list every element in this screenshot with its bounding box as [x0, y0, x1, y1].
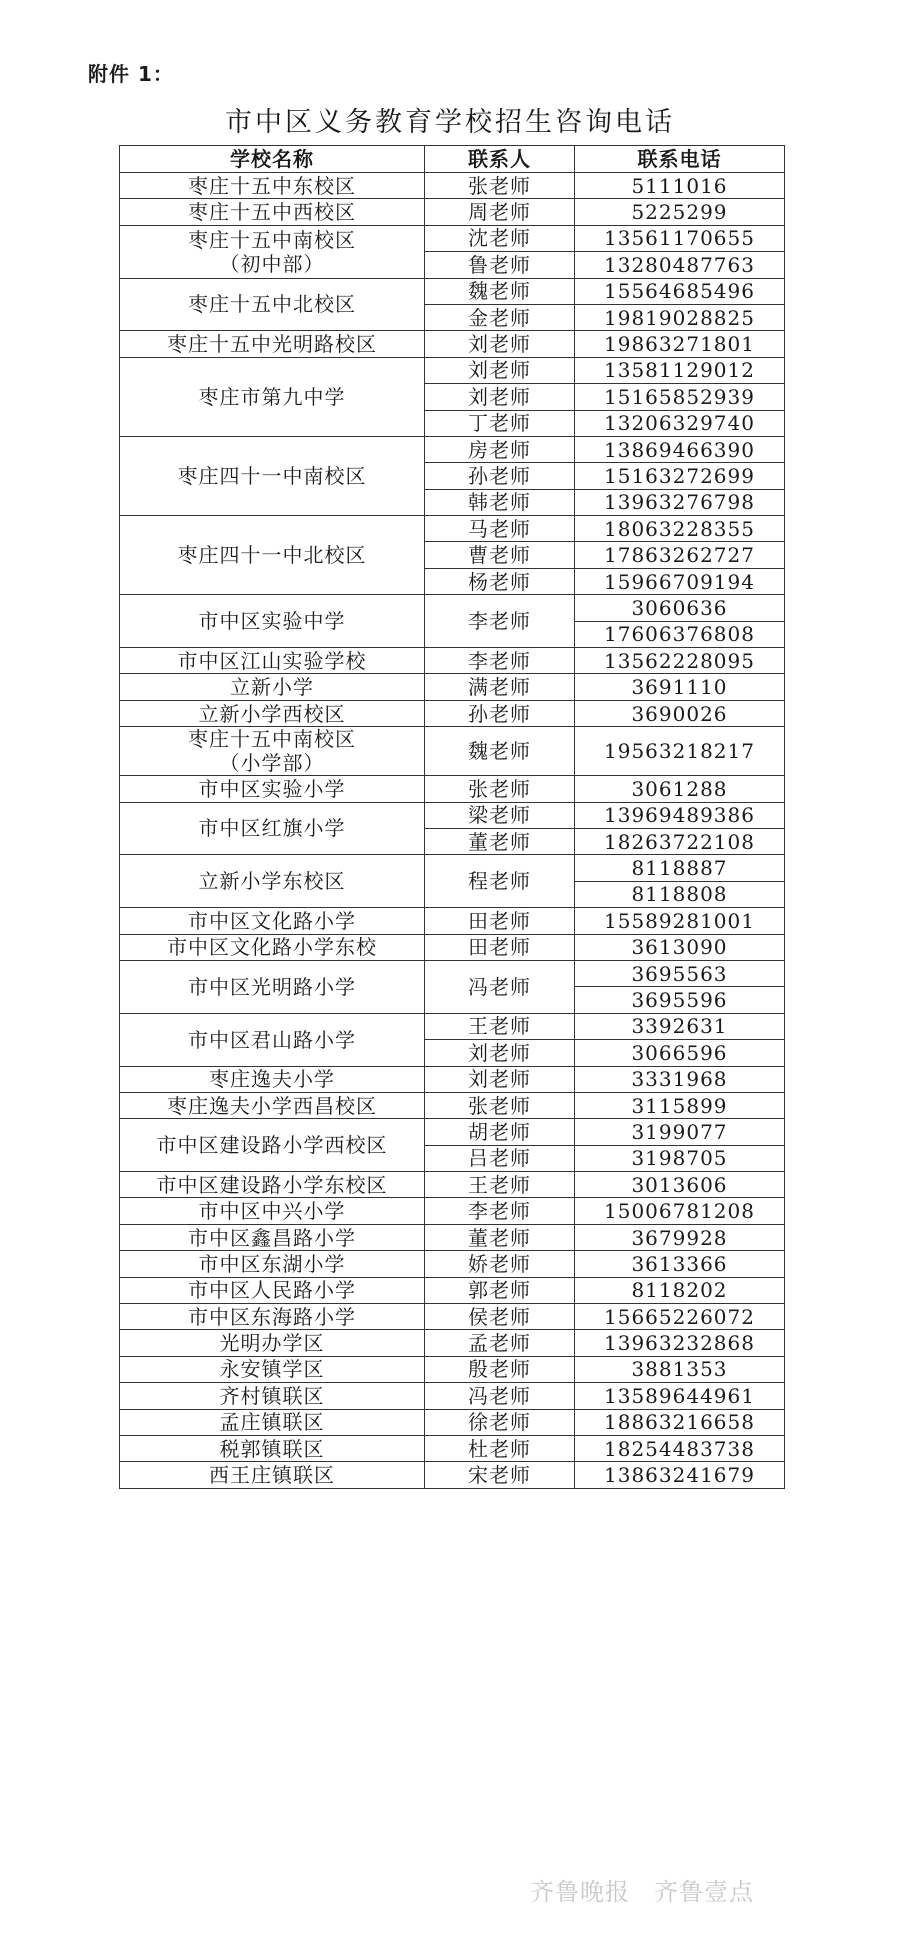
school-name: 枣庄十五中西校区	[188, 200, 356, 225]
school-name: 枣庄十五中南校区	[188, 727, 356, 752]
phone-cell: 5111016	[575, 173, 785, 199]
phone-cell: 17863262727	[575, 542, 785, 568]
phone-cell: 5225299	[575, 199, 785, 225]
table-row	[120, 199, 785, 225]
table-header-row	[120, 146, 785, 173]
table-row	[120, 1409, 785, 1435]
table-row	[120, 776, 785, 802]
contact-person-cell: 董老师	[425, 1224, 575, 1250]
phone-cell: 15006781208	[575, 1198, 785, 1224]
contact-person-cell: 张老师	[425, 173, 575, 199]
phone-cell: 3695596	[575, 987, 785, 1013]
table-row	[120, 1304, 785, 1330]
phone-cell: 13589644961	[575, 1383, 785, 1409]
school-name: 枣庄市第九中学	[198, 384, 346, 409]
phone-cell: 18063228355	[575, 516, 785, 542]
phone-cell: 13863241679	[575, 1462, 785, 1488]
contact-person-cell: 田老师	[425, 908, 575, 934]
contact-person-cell: 殷老师	[425, 1356, 575, 1382]
contact-person-cell: 娇老师	[425, 1251, 575, 1277]
school-name: 市中区鑫昌路小学	[188, 1225, 356, 1250]
phone-cell: 13581129012	[575, 357, 785, 383]
school-name-cell	[120, 674, 425, 700]
phone-cell: 13963276798	[575, 489, 785, 515]
phone-cell: 3613366	[575, 1251, 785, 1277]
contact-person-cell: 沈老师	[425, 225, 575, 251]
table-row	[120, 516, 785, 542]
contact-person-cell: 田老师	[425, 934, 575, 960]
contact-person-cell: 杜老师	[425, 1435, 575, 1461]
table-row	[120, 802, 785, 828]
school-name-cell	[120, 199, 425, 225]
phone-cell: 13280487763	[575, 252, 785, 278]
contact-person-cell: 冯老师	[425, 1383, 575, 1409]
table-row	[120, 225, 785, 251]
contact-person-cell: 吕老师	[425, 1145, 575, 1171]
phone-cell: 19563218217	[575, 727, 785, 776]
table-row	[120, 908, 785, 934]
contact-person-cell: 刘老师	[425, 357, 575, 383]
school-name-cell	[120, 1092, 425, 1118]
phone-cell: 18254483738	[575, 1435, 785, 1461]
table-row	[120, 1356, 785, 1382]
school-name: 税郭镇联区	[219, 1436, 325, 1461]
school-name: 立新小学	[230, 675, 314, 700]
phone-cell: 15665226072	[575, 1304, 785, 1330]
watermark	[530, 1872, 754, 1907]
school-name-cell	[120, 1224, 425, 1250]
school-name: 光明办学区	[219, 1331, 325, 1356]
phone-cell: 3115899	[575, 1092, 785, 1118]
phone-cell: 3061288	[575, 776, 785, 802]
phone-cell: 3695563	[575, 960, 785, 986]
school-name: 永安镇学区	[219, 1357, 325, 1382]
school-name-cell	[120, 727, 425, 776]
school-name-cell	[120, 1119, 425, 1172]
contact-person-cell: 周老师	[425, 199, 575, 225]
school-name: 枣庄十五中南校区	[188, 227, 356, 252]
table-row	[120, 1172, 785, 1198]
contact-person-cell: 李老师	[425, 1198, 575, 1224]
column-header-phone: 联系电话	[575, 146, 785, 173]
school-name-cell	[120, 1277, 425, 1303]
table-row	[120, 1435, 785, 1461]
school-name-cell	[120, 1435, 425, 1461]
school-name: 市中区建设路小学东校区	[156, 1172, 388, 1197]
phone-cell: 13869466390	[575, 436, 785, 462]
phone-cell: 18263722108	[575, 828, 785, 854]
phone-cell: 3392631	[575, 1013, 785, 1039]
phone-cell: 15165852939	[575, 384, 785, 410]
table-row	[120, 1224, 785, 1250]
contact-person-cell: 李老师	[425, 648, 575, 674]
school-name-sub: （初中部）	[219, 251, 325, 276]
column-header-school: 学校名称	[120, 146, 425, 173]
contact-person-cell: 刘老师	[425, 1066, 575, 1092]
school-name: 枣庄四十一中北校区	[177, 543, 367, 568]
contact-person-cell: 宋老师	[425, 1462, 575, 1488]
school-name: 市中区光明路小学	[188, 974, 356, 999]
phone-cell: 15163272699	[575, 463, 785, 489]
table-row	[120, 1198, 785, 1224]
contact-person-cell: 胡老师	[425, 1119, 575, 1145]
phone-cell: 8118202	[575, 1277, 785, 1303]
school-name-cell	[120, 1198, 425, 1224]
table-row	[120, 960, 785, 986]
phone-cell: 19819028825	[575, 304, 785, 330]
phone-cell: 17606376808	[575, 621, 785, 647]
school-name: 枣庄四十一中南校区	[177, 463, 367, 488]
contact-person-cell: 杨老师	[425, 568, 575, 594]
contact-person-cell: 程老师	[425, 855, 575, 908]
table-row	[120, 648, 785, 674]
table-row	[120, 1013, 785, 1039]
contact-person-cell: 曹老师	[425, 542, 575, 568]
contact-person-cell: 孙老师	[425, 463, 575, 489]
contact-table	[119, 145, 785, 1489]
phone-cell: 13969489386	[575, 802, 785, 828]
school-name: 市中区实验中学	[198, 609, 346, 634]
school-name: 孟庄镇联区	[219, 1410, 325, 1435]
phone-cell: 13963232868	[575, 1330, 785, 1356]
school-name-cell	[120, 331, 425, 357]
watermark-left: 齐鲁晚报	[530, 1878, 630, 1906]
table-row	[120, 173, 785, 199]
table-row	[120, 934, 785, 960]
table-row	[120, 1119, 785, 1145]
school-name-cell	[120, 1383, 425, 1409]
table-row	[120, 1330, 785, 1356]
school-name-cell	[120, 1462, 425, 1488]
page-title: 市中区义务教育学校招生咨询电话	[225, 107, 675, 138]
contact-person-cell: 冯老师	[425, 960, 575, 1013]
school-name: 立新小学西校区	[198, 701, 346, 726]
school-name-cell	[120, 1172, 425, 1198]
phone-cell: 3066596	[575, 1040, 785, 1066]
school-name: 市中区建设路小学西校区	[156, 1133, 388, 1158]
contact-person-cell: 李老师	[425, 595, 575, 648]
phone-cell: 15966709194	[575, 568, 785, 594]
school-name: 市中区中兴小学	[198, 1199, 346, 1224]
phone-cell: 3013606	[575, 1172, 785, 1198]
school-name-cell	[120, 173, 425, 199]
school-name: 枣庄十五中东校区	[188, 173, 356, 198]
contact-person-cell: 刘老师	[425, 1040, 575, 1066]
school-name-cell	[120, 776, 425, 802]
school-name: 市中区君山路小学	[188, 1027, 356, 1052]
table-row	[120, 727, 785, 776]
school-name-cell	[120, 908, 425, 934]
contact-person-cell: 韩老师	[425, 489, 575, 515]
table-row	[120, 1383, 785, 1409]
contact-person-cell: 张老师	[425, 1092, 575, 1118]
school-name-cell	[120, 1013, 425, 1066]
school-name: 齐村镇联区	[219, 1383, 325, 1408]
table-row	[120, 1251, 785, 1277]
school-name: 枣庄逸夫小学西昌校区	[167, 1093, 377, 1118]
table-row	[120, 331, 785, 357]
school-name-cell	[120, 1409, 425, 1435]
contact-person-cell: 刘老师	[425, 384, 575, 410]
school-name: 市中区实验小学	[198, 776, 346, 801]
school-name: 西王庄镇联区	[209, 1463, 335, 1488]
contact-person-cell: 金老师	[425, 304, 575, 330]
school-name-cell	[120, 436, 425, 515]
contact-person-cell: 王老师	[425, 1013, 575, 1039]
phone-cell: 15564685496	[575, 278, 785, 304]
phone-cell: 3199077	[575, 1119, 785, 1145]
school-name-cell	[120, 278, 425, 331]
table-body	[120, 173, 785, 1489]
table-row	[120, 357, 785, 383]
contact-person-cell: 侯老师	[425, 1304, 575, 1330]
school-name: 市中区文化路小学	[188, 908, 356, 933]
school-name-cell	[120, 700, 425, 726]
phone-cell: 3679928	[575, 1224, 785, 1250]
column-header-contact: 联系人	[425, 146, 575, 173]
table-row	[120, 700, 785, 726]
table-row	[120, 1092, 785, 1118]
contact-person-cell: 王老师	[425, 1172, 575, 1198]
school-name: 枣庄逸夫小学	[209, 1067, 335, 1092]
school-name: 市中区人民路小学	[188, 1278, 356, 1303]
contact-person-cell: 刘老师	[425, 331, 575, 357]
contact-person-cell: 马老师	[425, 516, 575, 542]
contact-person-cell: 张老师	[425, 776, 575, 802]
phone-cell: 13206329740	[575, 410, 785, 436]
table-row	[120, 278, 785, 304]
phone-cell: 8118808	[575, 881, 785, 907]
school-name: 市中区东湖小学	[198, 1251, 346, 1276]
school-name-cell	[120, 225, 425, 278]
school-name-cell	[120, 855, 425, 908]
contact-person-cell: 魏老师	[425, 727, 575, 776]
phone-cell: 13562228095	[575, 648, 785, 674]
school-name-cell	[120, 802, 425, 855]
school-name: 立新小学东校区	[198, 869, 346, 894]
phone-cell: 3690026	[575, 700, 785, 726]
school-name-cell	[120, 1356, 425, 1382]
contact-person-cell: 鲁老师	[425, 252, 575, 278]
contact-person-cell: 梁老师	[425, 802, 575, 828]
table-row	[120, 1066, 785, 1092]
attachment-label: 附件 1：	[88, 62, 174, 86]
contact-person-cell: 董老师	[425, 828, 575, 854]
phone-cell: 13561170655	[575, 225, 785, 251]
phone-cell: 18863216658	[575, 1409, 785, 1435]
school-name-cell	[120, 934, 425, 960]
contact-person-cell: 丁老师	[425, 410, 575, 436]
school-name-cell	[120, 1304, 425, 1330]
contact-person-cell: 孙老师	[425, 700, 575, 726]
school-name: 市中区江山实验学校	[177, 648, 367, 673]
school-name-cell	[120, 960, 425, 1013]
phone-cell: 19863271801	[575, 331, 785, 357]
school-name-cell	[120, 595, 425, 648]
contact-person-cell: 魏老师	[425, 278, 575, 304]
table-row	[120, 436, 785, 462]
contact-person-cell: 徐老师	[425, 1409, 575, 1435]
school-name: 市中区红旗小学	[198, 816, 346, 841]
school-name-sub: （小学部）	[219, 751, 325, 776]
school-name-cell	[120, 1066, 425, 1092]
table-row	[120, 855, 785, 881]
phone-cell: 15589281001	[575, 908, 785, 934]
school-name: 市中区文化路小学东校	[167, 935, 377, 960]
phone-cell: 3331968	[575, 1066, 785, 1092]
phone-cell: 3613090	[575, 934, 785, 960]
contact-person-cell: 孟老师	[425, 1330, 575, 1356]
contact-person-cell: 郭老师	[425, 1277, 575, 1303]
phone-cell: 3881353	[575, 1356, 785, 1382]
school-name: 枣庄十五中光明路校区	[167, 332, 377, 357]
table-row	[120, 1277, 785, 1303]
school-name-cell	[120, 648, 425, 674]
school-name-cell	[120, 516, 425, 595]
school-name: 枣庄十五中北校区	[188, 292, 356, 317]
phone-cell: 3691110	[575, 674, 785, 700]
watermark-right: 齐鲁壹点	[654, 1878, 754, 1906]
table-row	[120, 1462, 785, 1488]
school-name-cell	[120, 1251, 425, 1277]
school-name: 市中区东海路小学	[188, 1304, 356, 1329]
table-row	[120, 674, 785, 700]
contact-person-cell: 房老师	[425, 436, 575, 462]
phone-cell: 8118887	[575, 855, 785, 881]
phone-cell: 3198705	[575, 1145, 785, 1171]
phone-cell: 3060636	[575, 595, 785, 621]
table-row	[120, 595, 785, 621]
school-name-cell	[120, 1330, 425, 1356]
school-name-cell	[120, 357, 425, 436]
contact-person-cell: 满老师	[425, 674, 575, 700]
